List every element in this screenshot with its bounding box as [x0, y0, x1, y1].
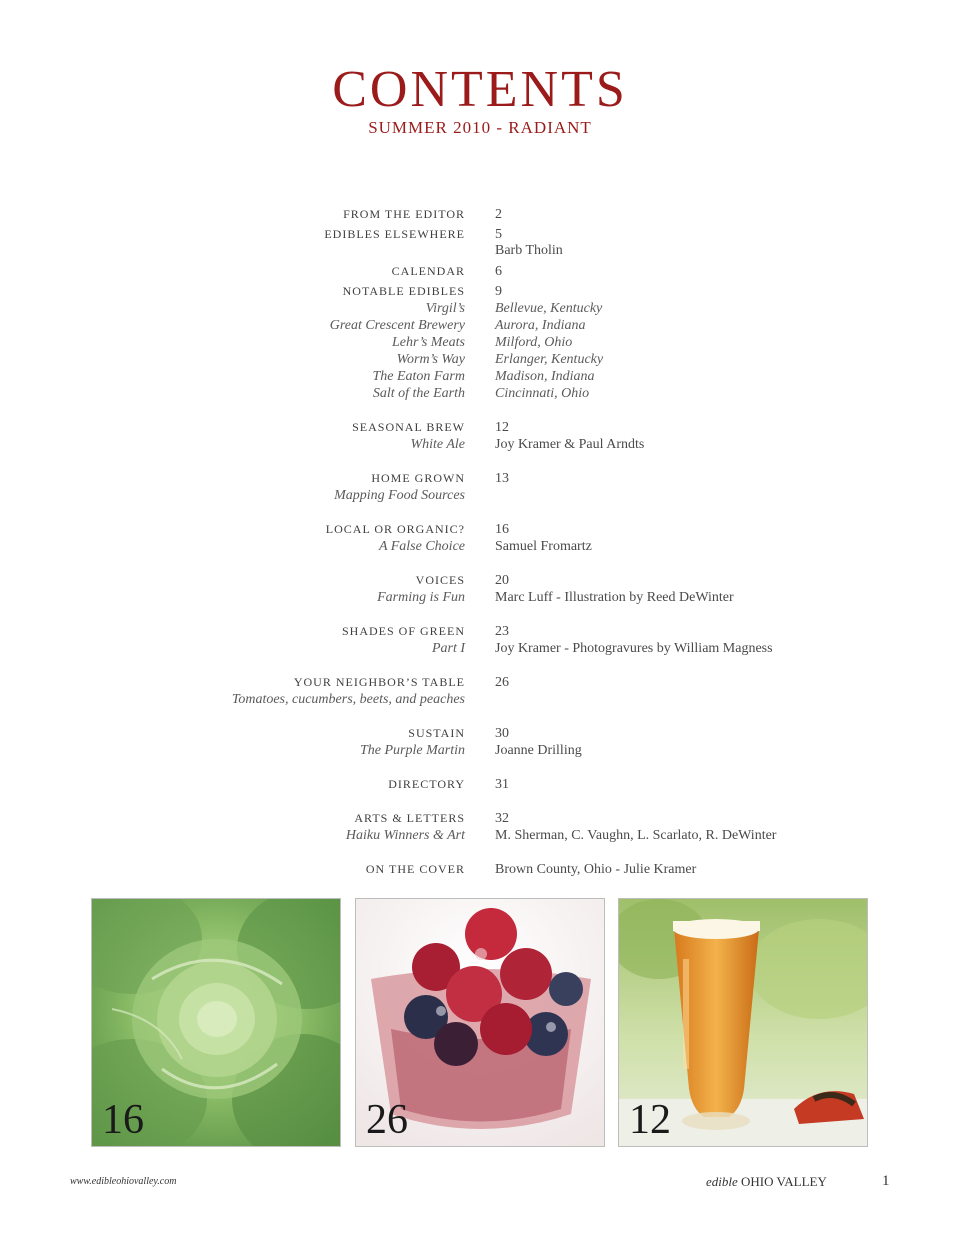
- toc-location: Cincinnati, Ohio: [495, 386, 590, 401]
- toc-subtitle: Tomatoes, cucumbers, beets, and peaches: [231, 692, 465, 707]
- toc-row: [0, 827, 960, 844]
- toc-subtitle: Lehr’s Meats: [392, 335, 465, 350]
- toc-row: [0, 538, 960, 555]
- toc-author: Barb Tholin: [495, 243, 563, 258]
- toc-subtitle: Great Crescent Brewery: [329, 318, 465, 333]
- toc-row: [0, 572, 960, 589]
- toc-row: [0, 623, 960, 640]
- toc-section-title: SHADES OF GREEN: [341, 624, 465, 638]
- toc-row: [0, 674, 960, 691]
- toc-page-number: 26: [495, 675, 509, 690]
- toc-row: [0, 487, 960, 504]
- toc-section-title: NOTABLE EDIBLES: [342, 284, 465, 298]
- beer-photo: [618, 898, 868, 1147]
- toc-author: Brown County, Ohio - Julie Kramer: [495, 862, 697, 877]
- toc-row: [0, 226, 960, 243]
- toc-row: [0, 368, 960, 385]
- page-number: 1: [882, 1173, 890, 1189]
- toc-section-title: ON THE COVER: [365, 862, 465, 876]
- toc-subtitle: A False Choice: [378, 539, 465, 554]
- page-title: CONTENTS: [332, 61, 628, 118]
- toc-page-number: 32: [495, 811, 509, 826]
- toc-page-number: 23: [495, 624, 509, 639]
- toc-subtitle: Mapping Food Sources: [334, 488, 465, 503]
- toc-author: Marc Luff - Illustration by Reed DeWinter: [495, 590, 734, 605]
- toc-location: Aurora, Indiana: [495, 318, 586, 333]
- toc-section-title: SUSTAIN: [408, 726, 465, 740]
- toc-subtitle: White Ale: [410, 437, 465, 452]
- toc-row: [0, 470, 960, 487]
- toc-section-title: HOME GROWN: [371, 471, 465, 485]
- toc-location: Erlanger, Kentucky: [495, 352, 604, 367]
- toc-page-number: 5: [495, 227, 502, 242]
- toc-subtitle: The Eaton Farm: [372, 369, 465, 384]
- toc-row: [0, 283, 960, 300]
- toc-author: M. Sherman, C. Vaughn, L. Scarlato, R. DeWinter: [495, 828, 777, 843]
- toc-row: [0, 419, 960, 436]
- brand-edible: edible: [706, 1174, 738, 1189]
- toc-page-number: 31: [495, 777, 509, 792]
- toc-row: [0, 861, 960, 878]
- toc-section-title: DIRECTORY: [388, 777, 465, 791]
- toc-section-title: VOICES: [415, 573, 465, 587]
- toc-section-title: FROM THE EDITOR: [343, 207, 465, 221]
- photo-page-number: 16: [102, 1097, 144, 1143]
- toc-row: [0, 691, 960, 708]
- toc-page-number: 9: [495, 284, 502, 299]
- toc-page-number: 2: [495, 207, 502, 222]
- toc-page-number: 16: [495, 522, 509, 537]
- toc-location: Bellevue, Kentucky: [495, 301, 603, 316]
- toc-subtitle: Part I: [431, 641, 465, 656]
- toc-page-number: 6: [495, 264, 502, 279]
- toc-page-number: 12: [495, 420, 509, 435]
- toc-row: [0, 521, 960, 538]
- toc-section-title: LOCAL OR ORGANIC?: [325, 522, 465, 536]
- cabbage-photo: [91, 898, 341, 1147]
- toc-row: [0, 810, 960, 827]
- toc-page-number: 13: [495, 471, 509, 486]
- toc-page-number: 20: [495, 573, 509, 588]
- toc-row: [0, 385, 960, 402]
- photo-page-number: 26: [366, 1097, 408, 1143]
- toc-subtitle: Virgil’s: [425, 301, 465, 316]
- toc-author: Samuel Fromartz: [495, 539, 592, 554]
- toc-row: [0, 317, 960, 334]
- toc-row: [0, 351, 960, 368]
- toc-section-title: ARTS & LETTERS: [354, 811, 465, 825]
- toc-section-title: SEASONAL BREW: [352, 420, 465, 434]
- toc-section-title: YOUR NEIGHBOR’S TABLE: [293, 675, 465, 689]
- toc-row: [0, 589, 960, 606]
- toc-location: Milford, Ohio: [495, 335, 573, 350]
- toc-row: [0, 334, 960, 351]
- toc-subtitle: Haiku Winners & Art: [345, 828, 465, 843]
- berries-photo: [355, 898, 605, 1147]
- toc-author: Joy Kramer & Paul Arndts: [495, 437, 645, 452]
- toc-subtitle: The Purple Martin: [360, 743, 465, 758]
- footer-brand: [706, 1174, 827, 1190]
- footer-website: www.edibleohiovalley.com: [70, 1176, 177, 1187]
- toc-row: [0, 300, 960, 317]
- toc-row: [0, 640, 960, 657]
- toc-section-title: EDIBLES ELSEWHERE: [324, 227, 465, 241]
- toc-row: [0, 206, 960, 223]
- toc-section-title: CALENDAR: [391, 264, 465, 278]
- brand-region: OHIO VALLEY: [741, 1174, 827, 1189]
- photo-page-number: 12: [629, 1097, 671, 1143]
- issue-subtitle: SUMMER 2010 - RADIANT: [368, 118, 592, 137]
- toc-subtitle: Worm’s Way: [396, 352, 465, 367]
- toc-row: [0, 242, 960, 259]
- toc-row: [0, 776, 960, 793]
- toc-subtitle: Farming is Fun: [377, 590, 465, 605]
- toc-row: [0, 436, 960, 453]
- toc-location: Madison, Indiana: [495, 369, 595, 384]
- toc-author: Joy Kramer - Photogravures by William Magness: [495, 641, 773, 656]
- toc-row: [0, 725, 960, 742]
- toc-row: [0, 263, 960, 280]
- toc-page-number: 30: [495, 726, 509, 741]
- toc-author: Joanne Drilling: [495, 743, 582, 758]
- toc-subtitle: Salt of the Earth: [372, 386, 465, 401]
- toc-row: [0, 742, 960, 759]
